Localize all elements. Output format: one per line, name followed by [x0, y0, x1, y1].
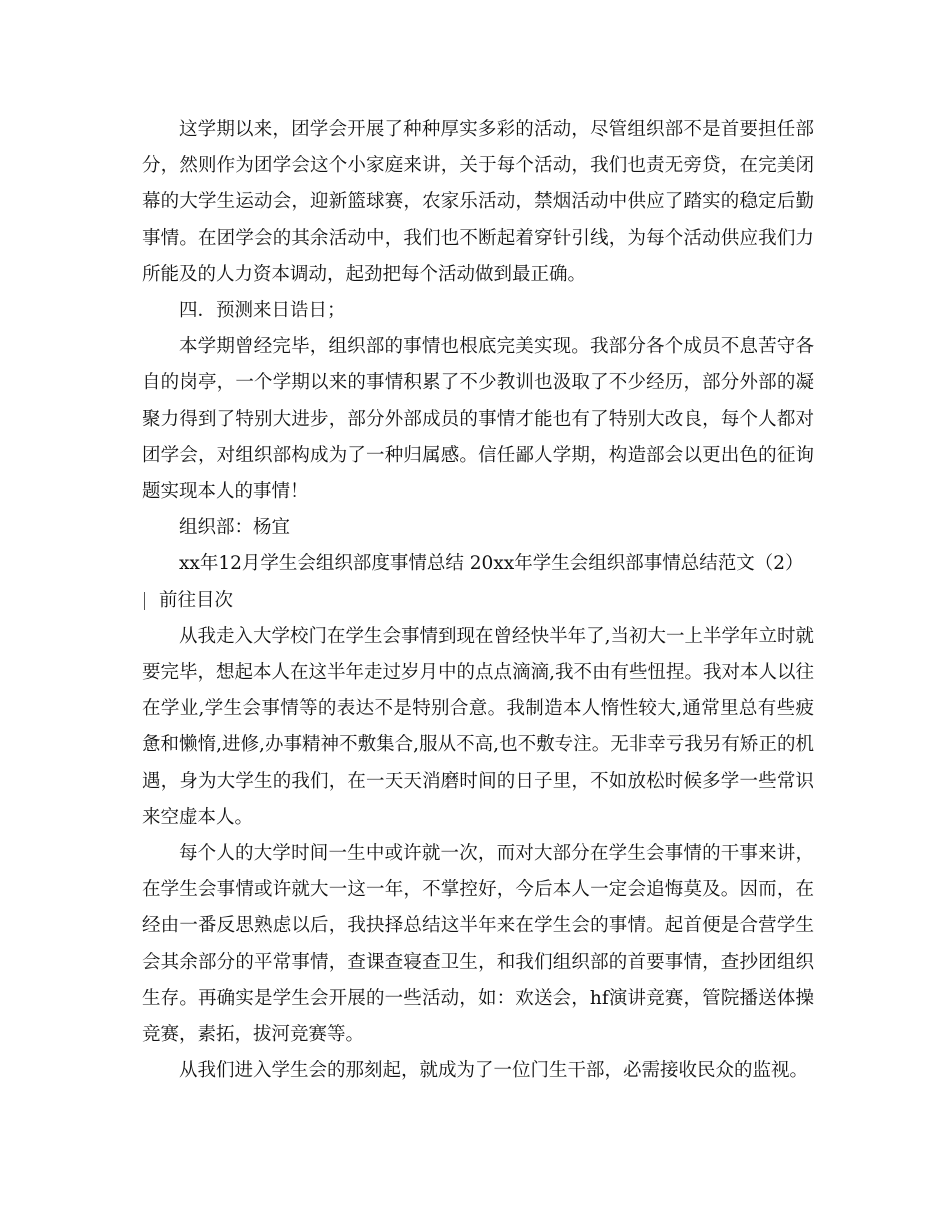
- section-heading-outlook: 四．预测来日诰日；: [179, 300, 346, 322]
- document-page: [142, 112, 814, 1089]
- back-to-toc-label[interactable]: 前往目次: [159, 589, 234, 611]
- paragraph-half-year-reflection: 从我走入大学校门在学生会事情到现在曾经快半年了,当初大一上半学年立时就要完毕，想起本人在这半年走过岁月中的点点滴滴,我不由有些忸捏。我对本人以往在学业,学生会事情等的表达不是特别合意。我制造本人惰性较大,通常里总有些疲惫和懒惰,进修,办事精神不敷集合,服从不高,也不敷专注。无非幸亏我另有矫正的机遇，身为大学生的我们，在一天天消磨时间的日子里，不如放松时候多学一些常识来空虚本人。: [142, 625, 814, 828]
- paragraph-activities-summary: 这学期以来，团学会开展了种种厚实多彩的活动，尽管组织部不是首要担任部分，然则作为团学会这个小家庭来讲，关于每个活动，我们也责无旁贷，在完美闭幕的大学生运动会，迎新篮球赛，农家乐活动，禁烟活动中供应了踏实的稳定后勤事情。在团学会的其余活动中，我们也不断起着穿针引线，为每个活动供应我们力所能及的人力资本调动，起劲把每个活动做到最正确。: [142, 119, 814, 285]
- paragraph-semester-review: 本学期曾经完毕，组织部的事情也根底完美实现。我部分各个成员不息苦守各自的岗亭，一个学期以来的事情积累了不少教训也汲取了不少经历，部分外部的凝聚力得到了特别大进步，部分外部成员的事情才能也有了特别大改良，每个人都对团学会，对组织部构成为了一种归属感。信任鄙人学期，构造部会以更出色的征询题实现本人的事情！: [142, 336, 814, 503]
- signature-line: 组织部：杨宜: [179, 517, 291, 539]
- paragraph-cadre-supervision: 从我们进入学生会的那刻起，就成为了一位门生干部，必需接收民众的监视。: [179, 1060, 809, 1082]
- article-title-line: xx年12月学生会组织部度事情总结 20xx年学生会组织部事情总结范文（2）: [179, 553, 804, 575]
- vertical-bar-icon: [144, 592, 145, 610]
- back-to-toc-link[interactable]: [142, 583, 814, 619]
- paragraph-student-union-work: 每个人的大学时间一生中或许就一次，而对大部分在学生会事情的干事来讲，在学生会事情或许就大一这一年，不掌控好，今后本人一定会追悔莫及。因而，在经由一番反思熟虑以后，我抉择总结这半年来在学生会的事情。起首便是合营学生会其余部分的平常事情，查课查寝查卫生，和我们组织部的首要事情，查抄团组织生存。再确实是学生会开展的一些活动，如：欢送会，hf演讲竞赛，管院播送体操竞赛，素拓，拔河竞赛等。: [142, 843, 814, 1046]
